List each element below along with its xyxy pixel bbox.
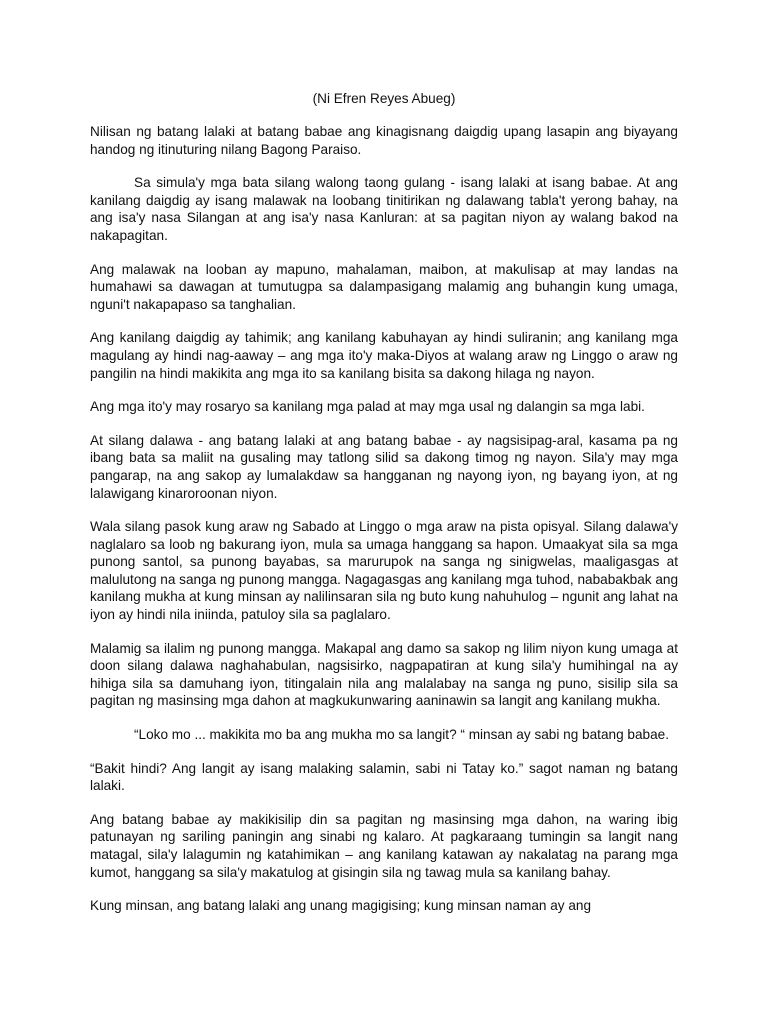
paragraph-4: Ang kanilang daigdig ay tahimik; ang kanilang kabuhayan ay hindi suliranin; ang kanilang mga magulang ay hindi nag-aaway – ang mga ito'y maka-Diyos at walang araw ng Linggo o araw ng pangilin na hindi makikita ang mga ito sa kanilang bisita sa dakong hilaga ng nayon.: [90, 330, 678, 381]
paragraph-8: Malamig sa ilalim ng punong mangga. Makapal ang damo sa sakop ng lilim niyon kung umaga at doon silang dalawa naghahabulan, nagsisirko, nagpapatiran at kung sila'y humihingal na ay hihiga sila sa damuhang iyon, titingalain nila ang malalabay na sanga ng puno, sisilip sila sa pagitan ng masinsing mga dahon at magkukunwaring aaninawin sa langit ang kanilang mukha.: [90, 640, 678, 709]
author-line: (Ni Efren Reyes Abueg): [312, 91, 456, 106]
paragraph-3: Ang malawak na looban ay mapuno, mahalaman, maibon, at makulisap at may landas na humahawi sa dawagan at tumutugpa sa dalampasigang malamig ang buhangin kung umaga, nguni't nakapapaso sa tanghalian.: [90, 261, 678, 312]
paragraph-5: Ang mga ito'y may rosaryo sa kanilang mga palad at may mga usal ng dalangin sa mga labi.: [90, 399, 645, 415]
paragraph-10: “Bakit hindi? Ang langit ay isang malaking salamin, sabi ni Tatay ko.” sagot naman ng batang lalaki.: [90, 760, 678, 794]
paragraph-12: Kung minsan, ang batang lalaki ang unang magigising; kung minsan naman ay ang: [90, 898, 592, 914]
paragraph-6: At silang dalawa - ang batang lalaki at ang batang babae - ay nagsisipag-aral, kasama pa ng ibang bata sa maliit na gusaling may tatlong silid sa dakong timog ng nayon. Sila'y may mga pangarap, na ang sakop ay lumalakdaw sa hangganan ng nayong iyon, ng bayang iyon, at ng lalawigang kinaroroonan niyon.: [90, 432, 678, 501]
paragraph-2: Sa simula'y mga bata silang walong taong gulang - isang lalaki at isang babae. At ang kanilang daigdig ay isang malawak na loobang tinitirikan ng dalawang tabla't yerong bahay, na ang isa'y nasa Silangan at ang isa'y nasa Kanluran: at sa pagitan niyon ay walang bakod na nakapagitan.: [90, 175, 678, 243]
paragraph-1: Nilisan ng batang lalaki at batang babae ang kinagisnang daigdig upang lasapin ang biyayang handog ng itinuturing nilang Bagong Paraiso.: [90, 124, 678, 157]
paragraph-11: Ang batang babae ay makikisilip din sa pagitan ng masinsing mga dahon, na waring ibig patunayan ng sariling paningin ang sinabi ng kalaro. At pagkaraang tumingin sa langit nang matagal, sila'y lalagumin ng katahimikan – ang kanilang katawan ay nakalatag na parang mga kumot, hanggang sa sila'y makatulog at gisingin sila ng tawag mula sa kanilang bahay.: [90, 811, 678, 880]
paragraph-7: Wala silang pasok kung araw ng Sabado at Linggo o mga araw na pista opisyal. Silang dalawa'y naglalaro sa loob ng bakurang iyon, mula sa umaga hanggang sa hapon. Umaakyat sila sa mga punong santol, sa punong bayabas, sa marurupok na sanga ng sinigwelas, maaligasgas at malulutong na sanga ng punong mangga. Nagagasgas ang kanilang mga tuhod, nababakbak ang kanilang mukha at kung minsan ay nalilinsaran sila ng buto kung nahuhulog – ngunit ang lahat na iyon ay hindi nila iniinda, patuloy sila sa paglalaro.: [90, 519, 679, 623]
paragraph-9: “Loko mo ... makikita mo ba ang mukha mo sa langit? “ minsan ay sabi ng batang babae.: [134, 727, 669, 743]
document-page: [90, 90, 678, 931]
